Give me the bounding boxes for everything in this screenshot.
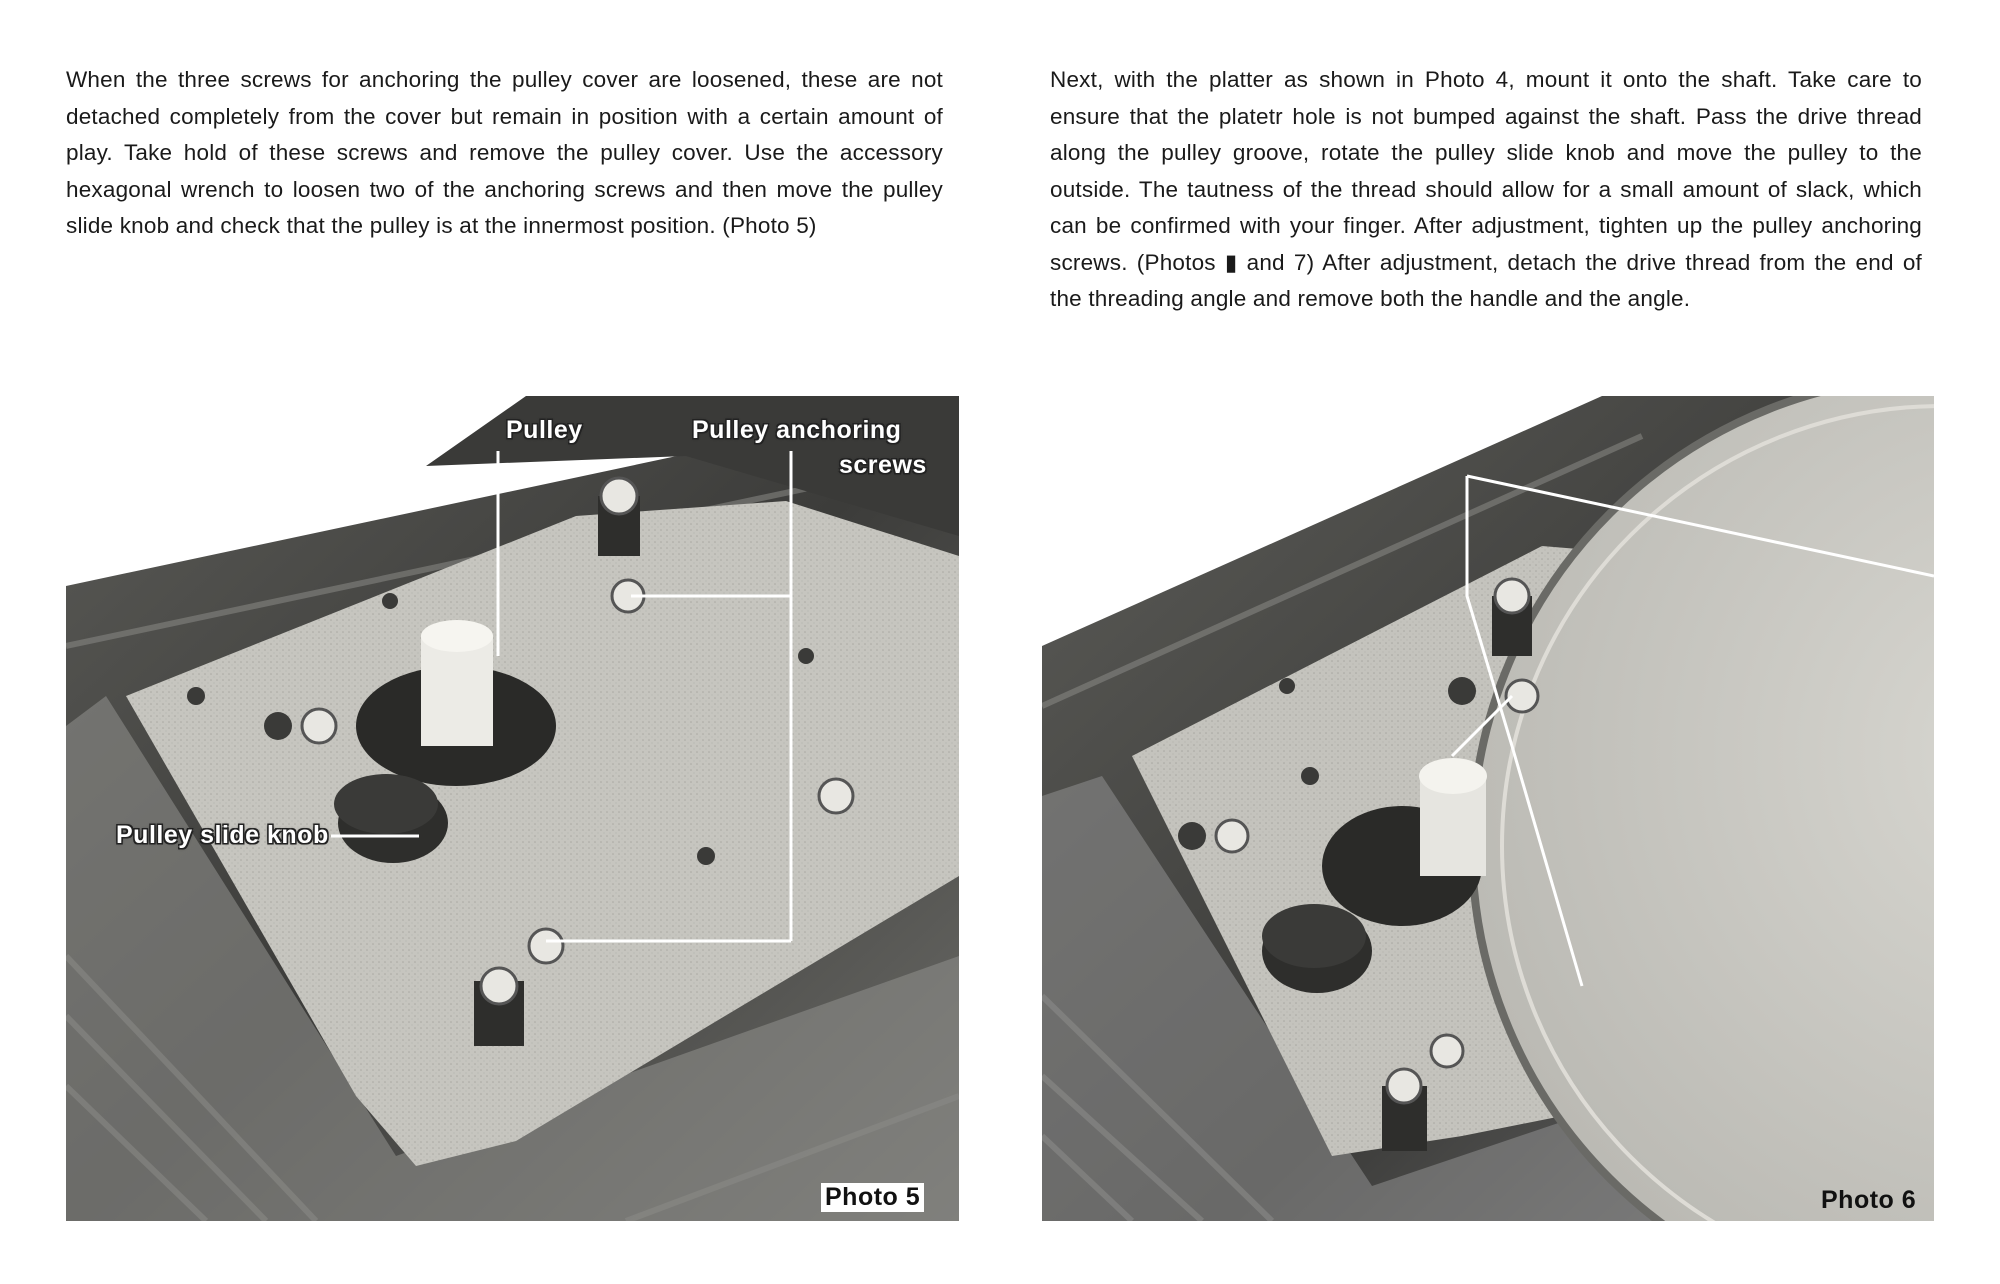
label-slide-knob: Pulley slide knob [116,821,329,849]
label-screws: screws [839,451,927,479]
photo-6 [1042,396,1934,1221]
right-paragraph: Next, with the platter as shown in Photo 4, mount it onto the shaft. Take care to ensure that the platetr hole is not bumped against the shaft. Pass the drive thread along the pulley groove, rotate the pulley slide knob and move the pulley to the outside. The tautness of the thread should allow for a small amount of slack, which can be confirmed with your finger. After adjustment, tighten up the pulley anchoring screws. (Photos ▮ and 7) After adjustment, detach the drive thread from the end of the threading angle and remove both the handle and the angle. [1050,67,1922,311]
photo-6-illustration [1042,396,1934,1221]
label-pulley-anchoring: Pulley anchoring [692,416,902,444]
label-pulley: Pulley [506,416,583,444]
photo-6-caption: Photo 6 [1821,1186,1917,1214]
left-paragraph: When the three screws for anchoring the pulley cover are loosened, these are not detached completely from the cover but remain in position with a certain amount of play. Take hold of these screws and remove the pulley cover. Use the accessory hexagonal wrench to loosen two of the anchoring screws and then move the pulley slide knob and check that the pulley is at the innermost position. (Photo 5) [66,67,943,238]
photo-5-illustration [66,396,959,1221]
photo-5 [66,396,959,1221]
photo-5-caption: Photo 5 [821,1183,924,1212]
